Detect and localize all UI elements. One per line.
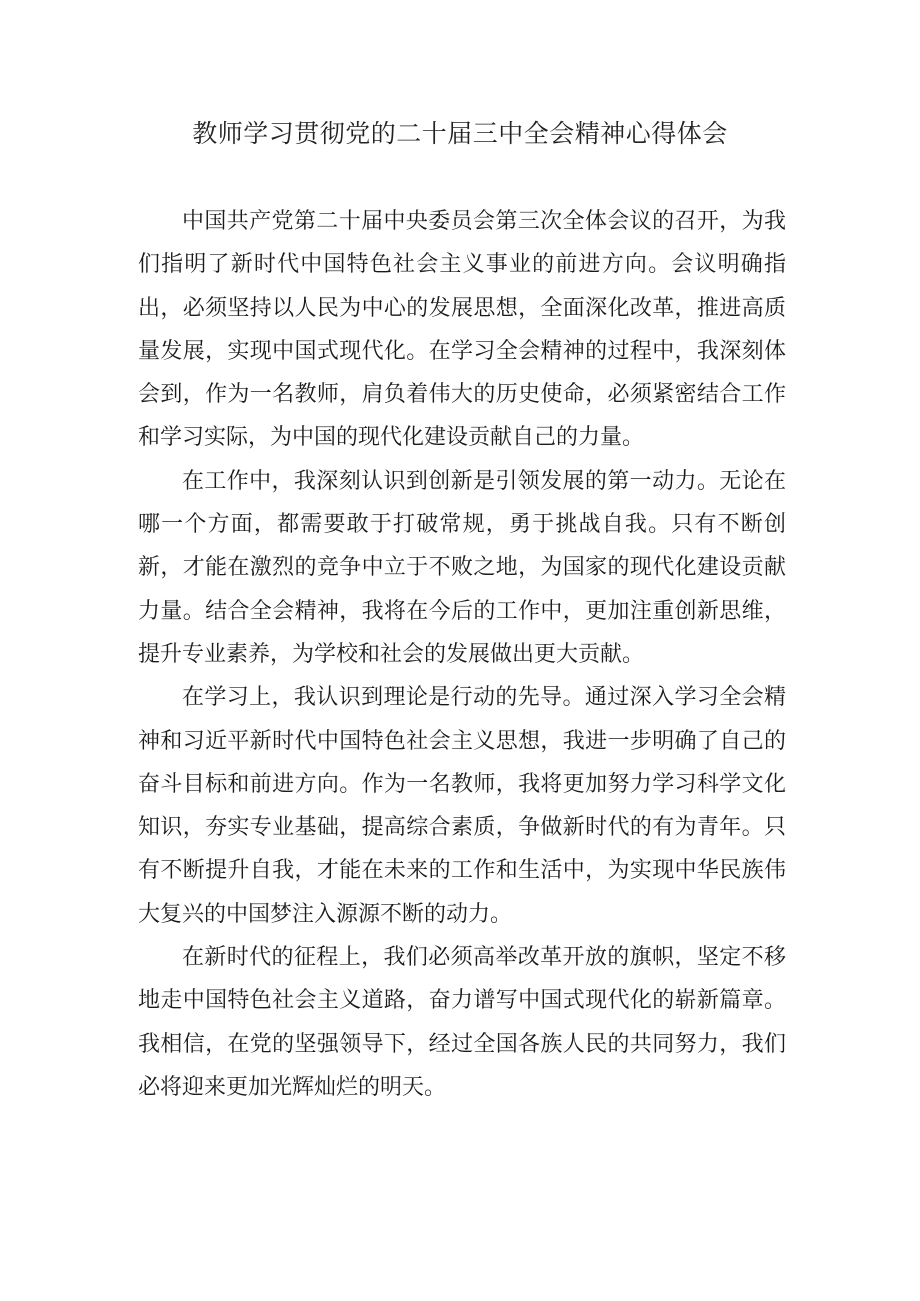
paragraph-1: 中国共产党第二十届中央委员会第三次全体会议的召开，为我们指明了新时代中国特色社会主义事业的前进方向。会议明确指出，必须坚持以人民为中心的发展思想，全面深化改革，推进高质量发展，实现中国式现代化。在学习全会精神的过程中，我深刻体会到，作为一名教师，肩负着伟大的历史使命，必须紧密结合工作和学习实际，为中国的现代化建设贡献自己的力量。 [138, 209, 786, 451]
document-title: 教师学习贯彻党的二十届三中全会精神心得体会 [192, 119, 728, 148]
document-body [138, 200, 786, 1109]
paragraph-2: 在工作中，我深刻认识到创新是引领发展的第一动力。无论在哪一个方面，都需要敢于打破常规，勇于挑战自我。只有不断创新，才能在激烈的竞争中立于不败之地，为国家的现代化建设贡献力量。结合全会精神，我将在今后的工作中，更加注重创新思维，提升专业素养，为学校和社会的发展做出更大贡献。 [138, 468, 786, 667]
paragraph-4: 在新时代的征程上，我们必须高举改革开放的旗帜，坚定不移地走中国特色社会主义道路，奋力谱写中国式现代化的崭新篇章。我相信，在党的坚强领导下，经过全国各族人民的共同努力，我们必将迎来更加光辉灿烂的明天。 [138, 945, 786, 1100]
paragraph-3: 在学习上，我认识到理论是行动的先导。通过深入学习全会精神和习近平新时代中国特色社会主义思想，我进一步明确了自己的奋斗目标和前进方向。作为一名教师，我将更加努力学习科学文化知识，夯实专业基础，提高综合素质，争做新时代的有为青年。只有不断提升自我，才能在未来的工作和生活中，为实现中华民族伟大复兴的中国梦注入源源不断的动力。 [138, 685, 786, 927]
